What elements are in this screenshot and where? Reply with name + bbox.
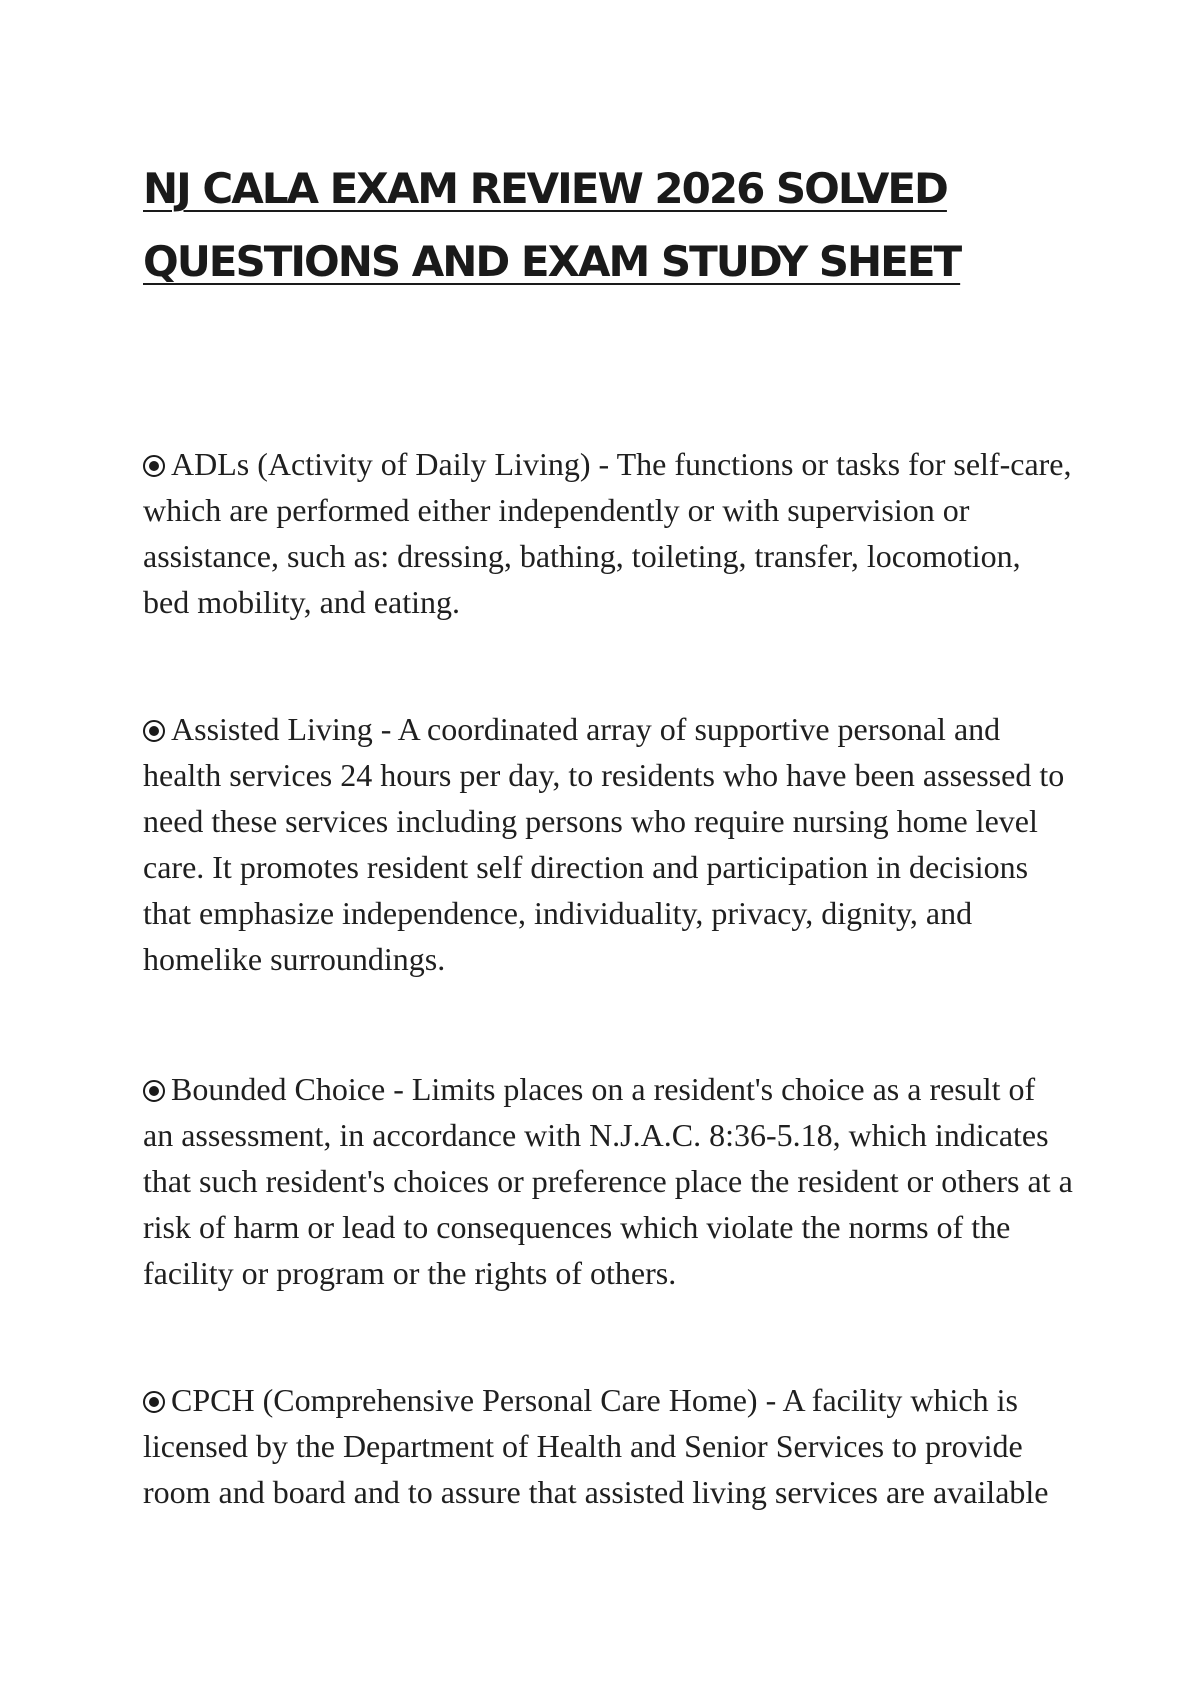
definition-entry-adls (143, 441, 1073, 625)
radio-bullet-icon (143, 720, 165, 742)
page-title (143, 152, 1083, 298)
definition-text: Bounded Choice - Limits places on a resident's choice as a result of an assessment, in accordance with N.J.A.C. 8:36-5.18, which indicates that such resident's choices or preference place the resident or others at a risk of harm or lead to consequences which violate the norms of the facility or program or the rights of others. (143, 1071, 1073, 1291)
definition-text: CPCH (Comprehensive Personal Care Home) - A facility which is licensed by the Department of Health and Senior Services to provide room and board and to assure that assisted living services are available (143, 1382, 1049, 1510)
definition-text: ADLs (Activity of Daily Living) - The functions or tasks for self-care, which are performed either independently or with supervision or assistance, such as: dressing, bathing, toileting, transfer, locomotion, bed mobility, and eating. (143, 446, 1072, 620)
definition-text: Assisted Living - A coordinated array of supportive personal and health services 24 hours per day, to residents who have been assessed to need these services including persons who require nursing home level care. It promotes resident self direction and participation in decisions that emphasize independence, individuality, privacy, dignity, and homelike surroundings. (143, 711, 1065, 977)
radio-bullet-icon (143, 1080, 165, 1102)
radio-bullet-icon (143, 455, 165, 477)
title-line-1: NJ CALA EXAM REVIEW 2026 SOLVED (143, 164, 947, 213)
definition-entry-assisted-living (143, 706, 1073, 982)
title-line-2: QUESTIONS AND EXAM STUDY SHEET (143, 237, 961, 286)
definition-entry-bounded-choice (143, 1066, 1073, 1296)
radio-bullet-icon (143, 1391, 165, 1413)
definition-entry-cpch (143, 1377, 1073, 1515)
